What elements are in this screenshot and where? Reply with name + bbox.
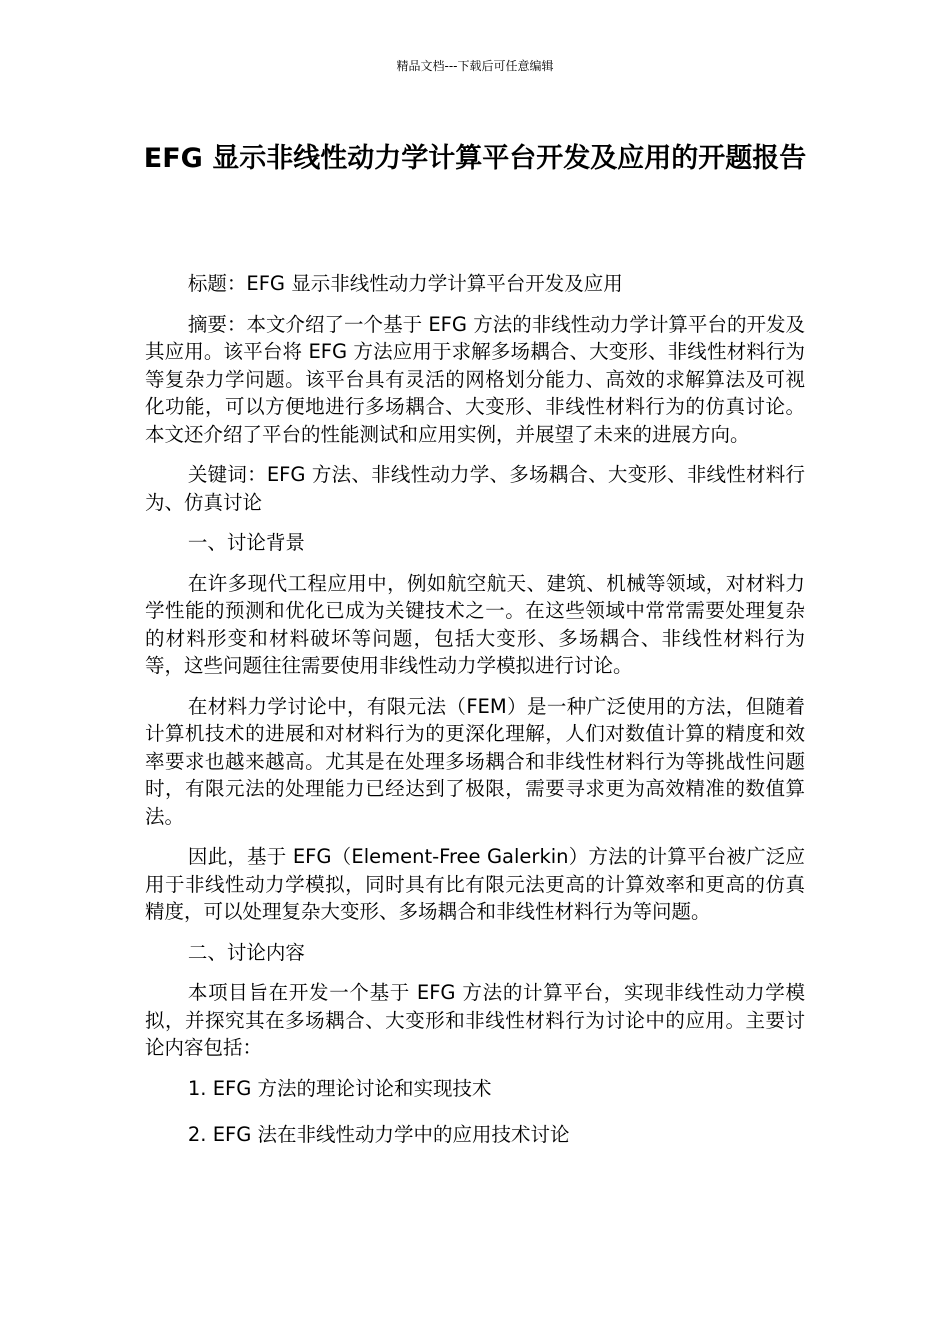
section-heading-background: 一、讨论背景	[187, 531, 305, 554]
section-heading-content: 二、讨论内容	[187, 940, 305, 964]
document-title: EFG 显示非线性动力学计算平台开发及应用的开题报告	[143, 143, 807, 174]
list-item-1: 1. EFG 方法的理论讨论和实现技术	[187, 1076, 492, 1100]
abstract-paragraph: 摘要：本文介绍了一个基于 EFG 方法的非线性动力学计算平台的开发及其应用。该平台将 EFG 方法应用于求解多场耦合、大变形、非线性材料行为等复杂力学问题。该平台具有灵活的网格划分能力、高效的求解算法及可视化功能，可以方便地进行多场耦合、大变形、非线性材料行为的仿真讨论。本文还介绍了平台的性能测试和应用实例，并展望了未来的进展方向。	[145, 312, 805, 446]
list-item-2: 2. EFG 法在非线性动力学中的应用技术讨论	[187, 1123, 570, 1146]
page-header: 精品文档---下载后可任意编辑	[396, 59, 554, 73]
background-paragraph-2: 在材料力学讨论中，有限元法（FEM）是一种广泛使用的方法，但随着计算机技术的进展和对材料行为的更深化理解，人们对数值计算的精度和效率要求也越来越高。尤其是在处理多场耦合和非线性材料行为等挑战性问题时，有限元法的处理能力已经达到了极限，需要寻求更为高效精准的数值算法。	[145, 694, 805, 828]
subject-line: 标题：EFG 显示非线性动力学计算平台开发及应用	[187, 272, 623, 295]
background-paragraph-1: 在许多现代工程应用中，例如航空航天、建筑、机械等领域，对材料力学性能的预测和优化已成为关键技术之一。在这些领域中常常需要处理复杂的材料形变和材料破坏等问题，包括大变形、多场耦合、非线性材料行为等，这些问题往往需要使用非线性动力学模拟进行讨论。	[145, 571, 805, 677]
background-paragraph-3: 因此，基于 EFG（Element-Free Galerkin）方法的计算平台被广泛应用于非线性动力学模拟，同时具有比有限元法更高的计算效率和更高的仿真精度，可以处理复杂大变形、多场耦合和非线性材料行为等问题。	[145, 845, 805, 923]
keywords-paragraph: 关键词：EFG 方法、非线性动力学、多场耦合、大变形、非线性材料行为、仿真讨论	[145, 463, 805, 514]
content-paragraph: 本项目旨在开发一个基于 EFG 方法的计算平台，实现非线性动力学模拟，并探究其在多场耦合、大变形和非线性材料行为讨论中的应用。主要讨论内容包括：	[145, 981, 805, 1059]
document-body	[145, 270, 805, 1168]
